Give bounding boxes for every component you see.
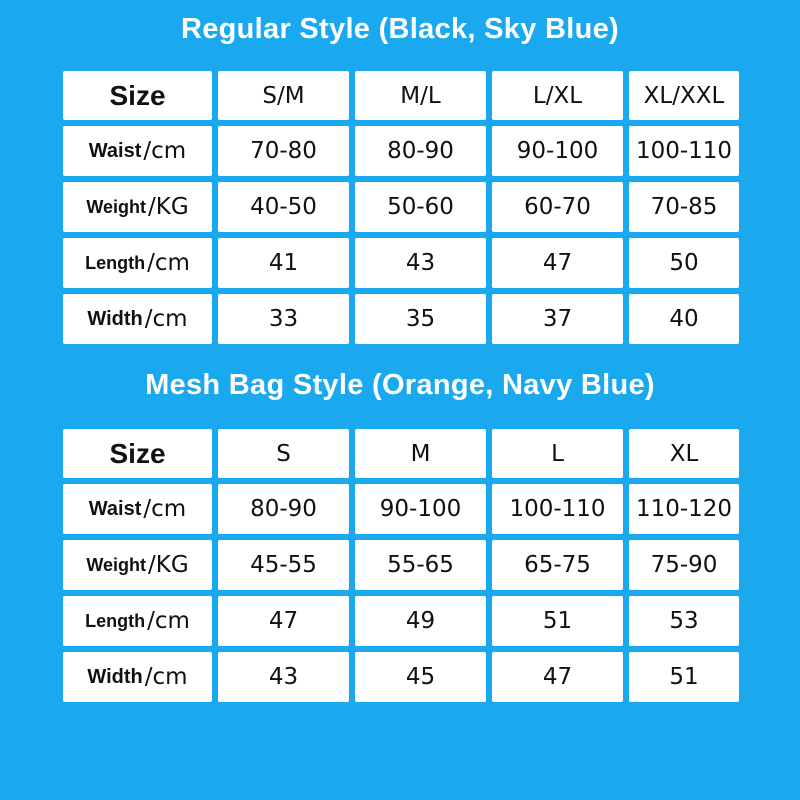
row-unit: /cm: [147, 250, 190, 276]
value-cell: 43: [355, 238, 486, 288]
row-unit: /cm: [144, 306, 188, 332]
size-header-label: Size: [109, 437, 166, 469]
row-unit: /KG: [148, 194, 189, 220]
row-unit: /cm: [143, 138, 187, 164]
row-label: Length: [85, 252, 146, 273]
size-cell: L: [492, 429, 623, 478]
waist-label-cell: [63, 126, 212, 176]
value-cell: 90-100: [492, 126, 623, 176]
value-cell: 51: [629, 652, 739, 702]
value-cell: 47: [218, 596, 349, 646]
waist-row: [63, 484, 739, 534]
weight-row: [63, 540, 739, 590]
value-cell: 55-65: [355, 540, 486, 590]
mesh-size-table: [63, 429, 739, 702]
value-cell: 100-110: [629, 126, 739, 176]
regular-style-title: Regular Style (Black, Sky Blue): [180, 13, 619, 45]
value-cell: 60-70: [492, 182, 623, 232]
row-label: Length: [85, 610, 146, 631]
header-row: [63, 429, 739, 478]
value-cell: 47: [492, 652, 623, 702]
value-cell: 70-80: [218, 126, 349, 176]
value-cell: 47: [492, 238, 623, 288]
length-row: [63, 596, 739, 646]
value-cell: 51: [492, 596, 623, 646]
size-header-cell: [63, 429, 212, 478]
weight-row: [63, 182, 739, 232]
size-header-cell: [63, 71, 212, 120]
value-cell: 49: [355, 596, 486, 646]
value-cell: 37: [492, 294, 623, 344]
mesh-bag-style-title: Mesh Bag Style (Orange, Navy Blue): [145, 369, 655, 401]
header-row: [63, 71, 739, 120]
row-label: Weight: [86, 196, 146, 217]
row-unit: /cm: [147, 608, 190, 634]
row-label: Waist: [88, 139, 142, 162]
waist-label-cell: [63, 484, 212, 534]
width-row: [63, 294, 739, 344]
row-unit: /KG: [148, 552, 189, 578]
value-cell: 53: [629, 596, 739, 646]
size-cell: L/XL: [492, 71, 623, 120]
value-cell: 50-60: [355, 182, 486, 232]
waist-row: [63, 126, 739, 176]
value-cell: 75-90: [629, 540, 739, 590]
size-cell: M: [355, 429, 486, 478]
length-label-cell: [63, 238, 212, 288]
row-label: Waist: [88, 497, 142, 520]
value-cell: 40: [629, 294, 739, 344]
row-unit: /cm: [143, 496, 187, 522]
size-cell: XL: [629, 429, 739, 478]
value-cell: 90-100: [355, 484, 486, 534]
value-cell: 41: [218, 238, 349, 288]
value-cell: 40-50: [218, 182, 349, 232]
value-cell: 110-120: [629, 484, 739, 534]
value-cell: 43: [218, 652, 349, 702]
size-cell: S/M: [218, 71, 349, 120]
length-row: [63, 238, 739, 288]
weight-label-cell: [63, 540, 212, 590]
width-label-cell: [63, 294, 212, 344]
value-cell: 70-85: [629, 182, 739, 232]
size-cell: S: [218, 429, 349, 478]
row-label: Width: [87, 307, 143, 330]
length-label-cell: [63, 596, 212, 646]
value-cell: 35: [355, 294, 486, 344]
width-label-cell: [63, 652, 212, 702]
value-cell: 45: [355, 652, 486, 702]
size-cell: XL/XXL: [629, 71, 739, 120]
regular-size-table: [63, 71, 739, 344]
value-cell: 65-75: [492, 540, 623, 590]
size-cell: M/L: [355, 71, 486, 120]
value-cell: 80-90: [355, 126, 486, 176]
value-cell: 80-90: [218, 484, 349, 534]
value-cell: 50: [629, 238, 739, 288]
row-label: Width: [87, 665, 143, 688]
row-label: Weight: [86, 554, 146, 575]
width-row: [63, 652, 739, 702]
weight-label-cell: [63, 182, 212, 232]
value-cell: 33: [218, 294, 349, 344]
row-unit: /cm: [144, 664, 188, 690]
value-cell: 45-55: [218, 540, 349, 590]
value-cell: 100-110: [492, 484, 623, 534]
size-header-label: Size: [109, 79, 166, 111]
